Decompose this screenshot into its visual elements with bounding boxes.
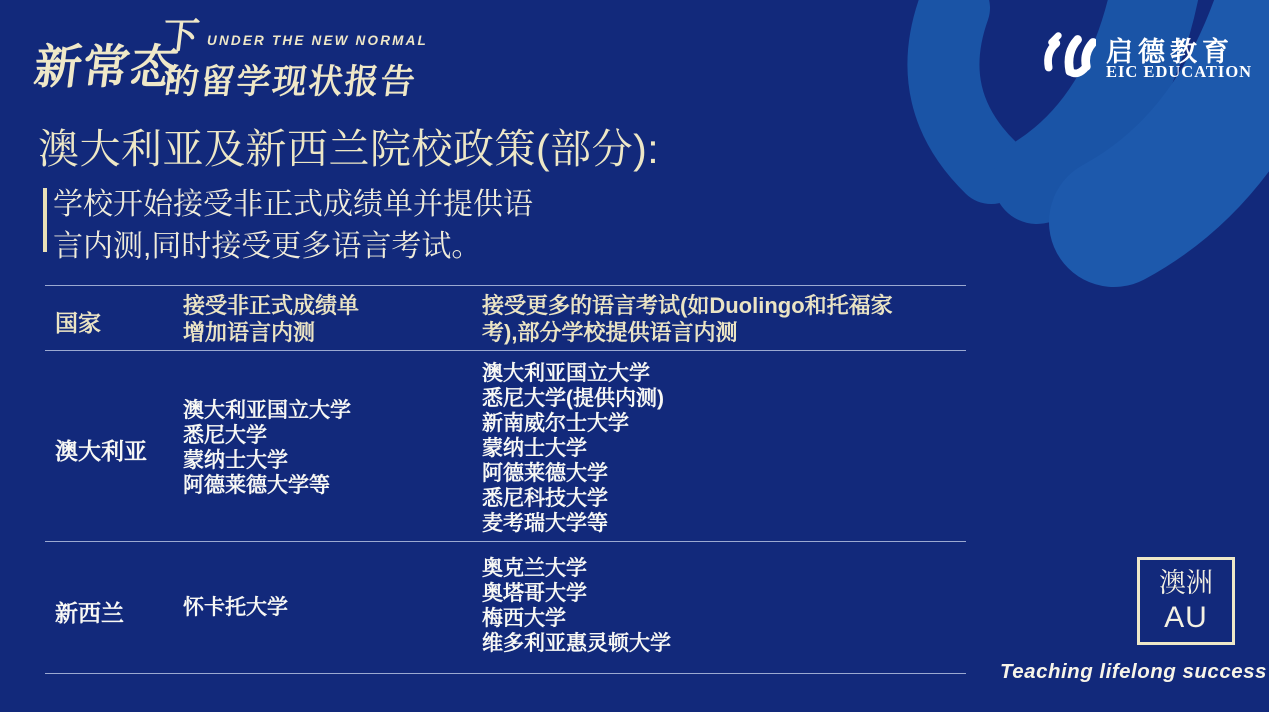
informal-transcript-cell: [183, 595, 288, 620]
country-cell: 新西兰: [55, 600, 124, 626]
university-line: 澳大利亚国立大学: [183, 399, 351, 422]
eic-brand-name-en: EIC EDUCATION: [1106, 62, 1253, 81]
more-language-tests-cell: [482, 361, 664, 536]
eic-logo-icon: [1038, 26, 1096, 82]
university-line: 阿德莱德大学等: [183, 474, 330, 497]
more-language-tests-cell: [482, 556, 671, 656]
table-border-header-bottom: [45, 350, 966, 351]
header-col2-line: 接受非正式成绩单: [183, 293, 360, 318]
university-line: 悉尼大学(提供内测): [482, 387, 664, 410]
region-badge-code: AU: [1164, 600, 1208, 634]
university-line: 奥克兰大学: [482, 557, 587, 580]
region-badge-cn: 澳洲: [1159, 567, 1213, 598]
subtitle-line: 学校开始接受非正式成绩单并提供语: [53, 188, 533, 221]
region-badge: [1137, 557, 1235, 645]
university-line: 蒙纳士大学: [183, 449, 288, 472]
header-col2-line: 增加语言内测: [183, 320, 316, 345]
header-country: 国家: [55, 310, 101, 336]
subtitle-line: 言内测,同时接受更多语言考试。: [53, 230, 482, 263]
university-line: 悉尼科技大学: [482, 487, 608, 510]
report-logo: [31, 12, 465, 101]
header-col3: [482, 292, 893, 346]
university-line: 梅西大学: [482, 607, 566, 630]
university-line: 新南威尔士大学: [482, 412, 629, 435]
university-line: 澳大利亚国立大学: [482, 362, 650, 385]
university-line: 维多利亚惠灵顿大学: [482, 632, 671, 655]
eic-brand-name-cn: 启德教育: [1106, 37, 1234, 67]
subtitle: [53, 184, 533, 268]
university-line: 悉尼大学: [183, 424, 267, 447]
country-cell: 澳大利亚: [55, 438, 147, 464]
brand-slogan: Teaching lifelong success: [1000, 660, 1267, 683]
page-title: 澳大利亚及新西兰院校政策(部分):: [38, 126, 660, 172]
university-line: 蒙纳士大学: [482, 437, 587, 460]
report-logo-english-tagline: UNDER THE NEW NORMAL: [207, 33, 428, 48]
university-line: 阿德莱德大学: [482, 462, 608, 485]
report-logo-line2: 的留学现状报告: [162, 63, 419, 101]
university-line: 怀卡托大学: [183, 596, 288, 619]
informal-transcript-cell: [183, 398, 351, 498]
table-border-bottom: [45, 673, 966, 674]
table-border-top: [45, 285, 966, 286]
table-border-row1-bottom: [45, 541, 966, 542]
report-logo-drop-char: 下: [160, 15, 202, 56]
watermark-comma-stroke: [943, 8, 991, 168]
subtitle-accent-bar: [43, 188, 47, 252]
header-col3-line: 考),部分学校提供语言内测: [482, 320, 738, 345]
university-line: 麦考瑞大学等: [482, 512, 608, 535]
header-col2: [183, 292, 359, 346]
university-line: 奥塔哥大学: [482, 582, 587, 605]
header-col3-line: 接受更多的语言考试(如Duolingo和托福家: [482, 293, 893, 318]
report-logo-main-text: 新常态: [31, 40, 182, 93]
